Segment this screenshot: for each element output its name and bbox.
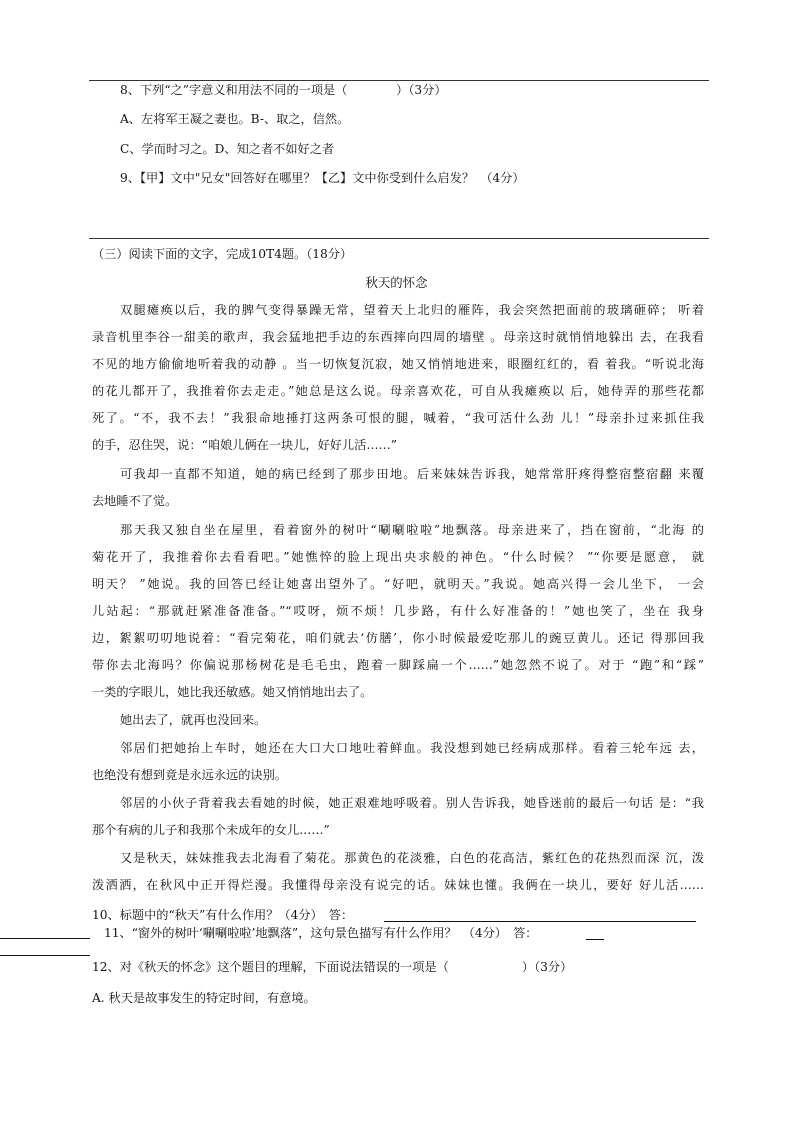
passage-line: 双腿瘫痪以后，我的脾气变得暴躁无常，望着天上北归的雁阵，我会突然把面前的玻璃砸碎； 听着 — [120, 303, 704, 317]
passage-line: 去地睡不了觉。 — [92, 494, 178, 508]
question-12: 12、对《秋天的怀念》这个题目的理解，下面说法错误的一项是（ ）（3分） — [92, 960, 573, 974]
question-9: 9、【甲】文中"兄女"回答好在哪里？【乙】文中你受到什么启发？ （4分） — [120, 171, 525, 185]
top-rule — [89, 80, 709, 81]
passage-line: 的手，忍住哭，说：“咱娘儿俩在一块儿，好好儿活……” — [92, 438, 397, 452]
answer-line-11-continued[interactable] — [0, 955, 90, 956]
passage-line: 录音机里李谷一甜美的歌声，我会猛地把手边的东西摔向四周的墙壁 。母亲这时就悄悄地躲出 去，在我看 — [92, 330, 704, 344]
answer-line-10-continued[interactable] — [0, 938, 90, 939]
passage-line: 不见的地方偷偷地听着我的动静 。当一切恢复沉寂，她又悄悄地进来，眼圈红红的，看 着我。“听说北海 — [92, 357, 704, 371]
question-8: 8、下列“之”字意义和用法不同的一项是（ ）（3分） — [120, 83, 447, 97]
section-intro: （三）阅读下面的文字，完成10T4题。（18分） — [92, 247, 353, 261]
passage-line: 菊花开了，我推着你去看看吧。”她憔悴的脸上现出央求般的神色。“什么时候？ ”“你要是愿意， 就 — [92, 550, 704, 564]
question-8-options-cd: C、学而时习之。D、知之者不如好之者 — [120, 142, 335, 156]
passage-line: 带你去北海吗？你偏说那杨树花是毛毛虫，跑着一脚踩扁一个……”她忽然不说了。对于 “跑”和“踩” — [92, 658, 704, 672]
passage-line: 儿站起：“那就赶紧准备准备。”“哎呀，烦不烦！几步路，有什么好准备的！”她也笑了，坐在 我身 — [92, 604, 704, 618]
question-8-options-ab: A、左将军王凝之妻也。B-、取之，信然。 — [120, 112, 350, 126]
passage-line: 明天？ ”她说。我的回答已经让她喜出望外了。“好吧，就明天。”我说。她高兴得一会儿坐下， 一会 — [92, 577, 704, 591]
passage-line: 一类的字眼儿，她比我还敏感。她又悄悄地出去了。 — [92, 685, 373, 699]
passage-line: 那天我又独自坐在屋里，看着窗外的树叶“唰唰啦啦”地飘落。母亲进来了，挡在窗前，“北海 的 — [120, 523, 704, 537]
passage-line: 那个有病的儿子和我那个未成年的女儿……” — [92, 823, 330, 837]
question-10: 10、标题中的“秋天”有什么作用？（4分） 答： — [92, 908, 354, 922]
passage-line: 泼洒洒，在秋风中正开得烂漫。我懂得母亲没有说完的话。妹妹也懂。我俩在一块儿，要好 好儿活…… — [92, 878, 704, 892]
passage-line: 可我却一直都不知道，她的病已经到了那步田地。后来妹妹告诉我，她常常肝疼得整宿整宿翻 来覆 — [120, 467, 704, 481]
passage-line: 又是秋天，妹妹推我去北海看了菊花。那黄色的花淡雅，白色的花高洁，紫红色的花热烈而深 沉，泼 — [120, 851, 704, 865]
passage-line: 的花儿都开了，我推着你去走走。”她总是这么说。母亲喜欢花，可自从我瘫痪以 后，她侍弄的那些花都 — [92, 384, 704, 398]
passage-line: 邻居们把她抬上车时，她还在大口大口地吐着鲜血。我没想到她已经病成那样。看着三轮车远 去， — [120, 741, 704, 755]
passage-title: 秋天的怀念 — [365, 275, 428, 290]
section-rule — [89, 238, 709, 239]
answer-line-11[interactable] — [586, 939, 604, 940]
question-11: 11、“窗外的树叶‘唰唰啦啦’地飘落”，这句景色描写有什么作用？ （4分） 答： — [104, 926, 538, 940]
passage-line: 死了。“不，我不去！”我狠命地捶打这两条可恨的腿，喊着，“我可活什么劲 儿！”母亲扑过来抓住我 — [92, 411, 704, 425]
answer-line-10[interactable] — [384, 921, 696, 922]
passage-line: 邻居的小伙子背着我去看她的时候，她正艰难地呼吸着。别人告诉我，她昏迷前的最后一句话 是：“我 — [120, 796, 704, 810]
passage-line: 边，絮絮叨叨地说着：“看完菊花，咱们就去‘仿膳’，你小时候最爱吃那儿的豌豆黄儿。还记 得那回我 — [92, 631, 704, 645]
question-12-option-a: A. 秋天是故事发生的特定时间，有意境。 — [92, 991, 316, 1005]
passage-line: 也绝没有想到竟是永远永远的诀别。 — [92, 768, 287, 782]
passage-line: 她出去了，就再也没回来。 — [120, 713, 267, 727]
